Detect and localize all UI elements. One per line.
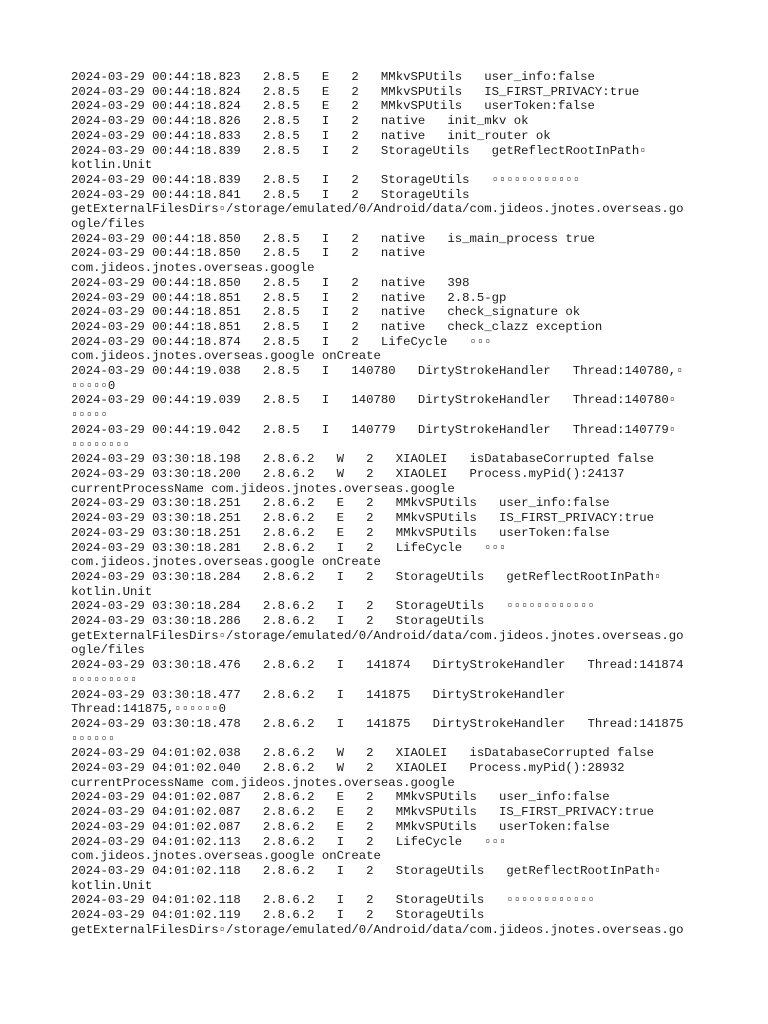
log-line: ▫▫▫▫▫▫ [71, 731, 116, 746]
log-line: 2024-03-29 00:44:18.823 2.8.5 E 2 MMkvSPUtils user_info:false [71, 70, 595, 84]
log-line: 2024-03-29 04:01:02.038 2.8.6.2 W 2 XIAOLEI isDatabaseCorrupted false [71, 746, 654, 761]
log-line: getExternalFilesDirs▫/storage/emulated/0/Android/data/com.jideos.jnotes.overseas.go [71, 628, 684, 643]
log-line: 2024-03-29 03:30:18.251 2.8.6.2 E 2 MMkvSPUtils userToken:false [71, 525, 610, 540]
log-line: 2024-03-29 04:01:02.113 2.8.6.2 I 2 LifeCycle ▫▫▫ [71, 834, 507, 849]
log-line: 2024-03-29 00:44:18.824 2.8.5 E 2 MMkvSPUtils userToken:false [71, 99, 595, 114]
log-line: com.jideos.jnotes.overseas.google onCreate [71, 349, 381, 364]
log-line: ogle/files [71, 217, 145, 232]
log-line: 2024-03-29 00:44:18.833 2.8.5 I 2 native init_router ok [71, 128, 551, 143]
log-line: 2024-03-29 04:01:02.040 2.8.6.2 W 2 XIAOLEI Process.myPid():28932 [71, 761, 625, 776]
log-line: ▫▫▫▫▫ [71, 408, 108, 423]
log-line: 2024-03-29 00:44:18.851 2.8.5 I 2 native check_clazz exception [71, 319, 603, 334]
log-line: 2024-03-29 00:44:18.824 2.8.5 E 2 MMkvSPUtils IS_FIRST_PRIVACY:true [71, 84, 640, 99]
log-line: 2024-03-29 00:44:18.839 2.8.5 I 2 StorageUtils ▫▫▫▫▫▫▫▫▫▫▫▫ [71, 172, 581, 187]
log-line: kotlin.Unit [71, 584, 153, 599]
log-line: 2024-03-29 04:01:02.118 2.8.6.2 I 2 StorageUtils ▫▫▫▫▫▫▫▫▫▫▫▫ [71, 893, 595, 908]
log-line: kotlin.Unit [71, 878, 153, 893]
log-line: ▫▫▫▫▫▫▫▫▫ [71, 672, 138, 687]
log-line: 2024-03-29 04:01:02.087 2.8.6.2 E 2 MMkvSPUtils user_info:false [71, 790, 610, 805]
log-line: 2024-03-29 03:30:18.281 2.8.6.2 I 2 LifeCycle ▫▫▫ [71, 540, 507, 555]
log-line: 2024-03-29 04:01:02.087 2.8.6.2 E 2 MMkvSPUtils IS_FIRST_PRIVACY:true [71, 805, 654, 820]
log-line: 2024-03-29 00:44:18.874 2.8.5 I 2 LifeCycle ▫▫▫ [71, 334, 492, 349]
log-line: 2024-03-29 03:30:18.251 2.8.6.2 E 2 MMkvSPUtils IS_FIRST_PRIVACY:true [71, 511, 654, 526]
log-line: Thread:141875,▫▫▫▫▫▫0 [71, 702, 226, 717]
log-line: currentProcessName com.jideos.jnotes.overseas.google [71, 775, 455, 790]
log-line: 2024-03-29 04:01:02.087 2.8.6.2 E 2 MMkvSPUtils userToken:false [71, 819, 610, 834]
log-line: 2024-03-29 00:44:18.850 2.8.5 I 2 native 398 [71, 275, 470, 290]
log-line: 2024-03-29 03:30:18.284 2.8.6.2 I 2 StorageUtils getReflectRootInPath▫ [71, 569, 662, 584]
log-line: 2024-03-29 03:30:18.251 2.8.6.2 E 2 MMkvSPUtils user_info:false [71, 496, 610, 511]
log-line: kotlin.Unit [71, 158, 153, 173]
log-line: 2024-03-29 03:30:18.478 2.8.6.2 I 141875 DirtyStrokeHandler Thread:141875 [71, 716, 684, 731]
log-line: 2024-03-29 03:30:18.284 2.8.6.2 I 2 StorageUtils ▫▫▫▫▫▫▫▫▫▫▫▫ [71, 599, 595, 614]
log-line: getExternalFilesDirs▫/storage/emulated/0/Android/data/com.jideos.jnotes.overseas.go [71, 202, 684, 217]
log-line: com.jideos.jnotes.overseas.google onCreate [71, 849, 381, 864]
log-line: ▫▫▫▫▫▫▫▫ [71, 437, 131, 452]
log-line: 2024-03-29 00:44:18.850 2.8.5 I 2 native is_main_process true [71, 231, 595, 246]
log-line: 2024-03-29 00:44:18.851 2.8.5 I 2 native check_signature ok [71, 305, 581, 320]
log-line: 2024-03-29 00:44:19.038 2.8.5 I 140780 DirtyStrokeHandler Thread:140780,▫ [71, 364, 684, 379]
log-line: 2024-03-29 03:30:18.477 2.8.6.2 I 141875 DirtyStrokeHandler [71, 687, 566, 702]
log-line: 2024-03-29 00:44:19.039 2.8.5 I 140780 DirtyStrokeHandler Thread:140780▫ [71, 393, 677, 408]
log-line: 2024-03-29 03:30:18.476 2.8.6.2 I 141874 DirtyStrokeHandler Thread:141874 [71, 658, 684, 673]
log-line: 2024-03-29 00:44:18.839 2.8.5 I 2 StorageUtils getReflectRootInPath▫ [71, 143, 647, 158]
log-line: getExternalFilesDirs▫/storage/emulated/0/Android/data/com.jideos.jnotes.overseas.go [71, 922, 684, 937]
log-line: 2024-03-29 00:44:18.850 2.8.5 I 2 native [71, 246, 426, 261]
log-line: 2024-03-29 04:01:02.119 2.8.6.2 I 2 StorageUtils [71, 908, 485, 923]
log-line: 2024-03-29 00:44:19.042 2.8.5 I 140779 DirtyStrokeHandler Thread:140779▫ [71, 422, 677, 437]
log-line: 2024-03-29 00:44:18.851 2.8.5 I 2 native 2.8.5-gp [71, 290, 507, 305]
log-line: currentProcessName com.jideos.jnotes.overseas.google [71, 481, 455, 496]
log-line: 2024-03-29 04:01:02.118 2.8.6.2 I 2 StorageUtils getReflectRootInPath▫ [71, 863, 662, 878]
log-line: ogle/files [71, 643, 145, 658]
log-line: 2024-03-29 00:44:18.841 2.8.5 I 2 StorageUtils [71, 187, 470, 202]
log-line: com.jideos.jnotes.overseas.google onCreate [71, 555, 381, 570]
log-line: 2024-03-29 03:30:18.198 2.8.6.2 W 2 XIAOLEI isDatabaseCorrupted false [71, 452, 654, 467]
log-line: ▫▫▫▫▫0 [71, 378, 116, 393]
log-line: 2024-03-29 03:30:18.200 2.8.6.2 W 2 XIAOLEI Process.myPid():24137 [71, 466, 625, 481]
log-text-block [71, 70, 761, 937]
log-document-page [71, 70, 761, 937]
log-line: 2024-03-29 00:44:18.826 2.8.5 I 2 native init_mkv ok [71, 114, 529, 129]
log-line: 2024-03-29 03:30:18.286 2.8.6.2 I 2 StorageUtils [71, 614, 485, 629]
log-line: com.jideos.jnotes.overseas.google [71, 261, 315, 276]
